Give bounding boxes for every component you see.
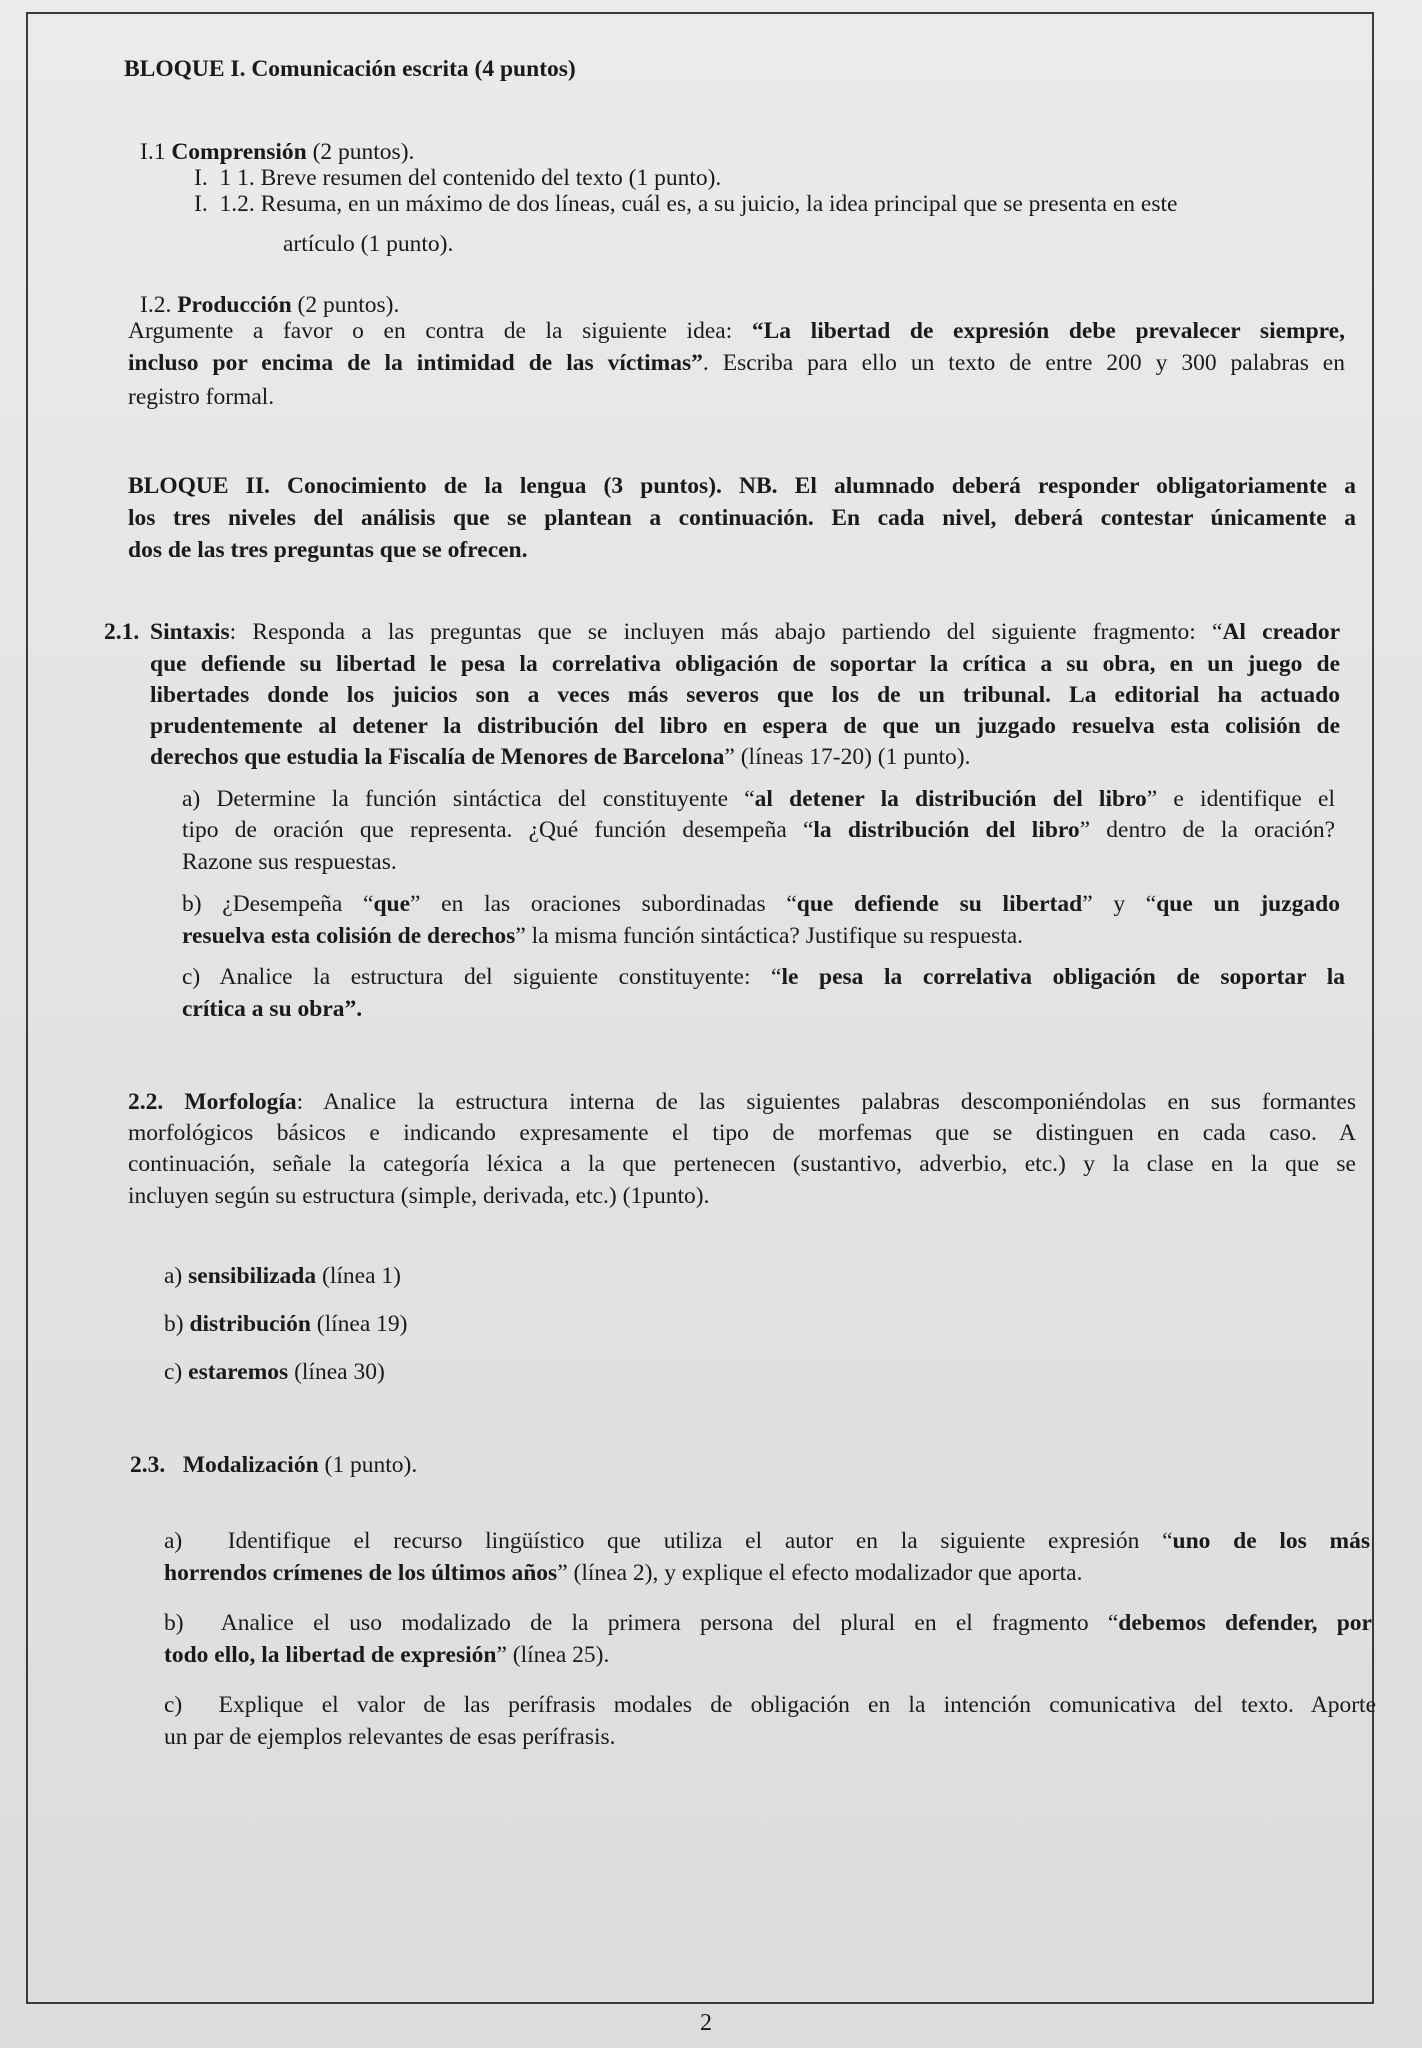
sintaxis-fragment-line5	[150, 742, 970, 774]
text: a) Determine la función sintáctica del constituyente “	[182, 786, 755, 812]
text: ” e identifique el	[1146, 786, 1335, 812]
item-word: distribución	[189, 1311, 311, 1337]
modalizacion-a-line1	[164, 1526, 1370, 1558]
item-line-ref: (línea 30)	[294, 1359, 385, 1385]
quoted-expression: horrendos crímenes de los últimos años	[164, 1560, 558, 1586]
sintaxis-fragment-line4: prudentemente al detener la distribución del libro en espera de que un juzgado resuelva esta colisión de	[150, 713, 1340, 739]
morfologia-line4: incluyen según su estructura (simple, derivada, etc.) (1punto).	[128, 1183, 710, 1209]
modalizacion-num: 2.3.	[130, 1452, 166, 1478]
text: b) Analice el uso modalizado de la primera persona del plural en el fragmento “	[164, 1610, 1119, 1636]
sintaxis-a-line1	[182, 784, 1335, 816]
morfologia-item-b	[164, 1309, 407, 1341]
bloque2-line2: los tres niveles del análisis que se plantean a continuación. En cada nivel, deberá contestar únicamente a	[128, 505, 1356, 531]
item-letter: b)	[164, 1311, 184, 1337]
comprension-points: (2 puntos).	[312, 139, 415, 165]
quoted-fragment: todo ello, la libertad de expresión	[164, 1642, 497, 1668]
item-word: sensibilizada	[188, 1263, 317, 1289]
quoted-clause: resuelva esta colisión de derechos	[182, 923, 516, 949]
sintaxis-b-line2	[182, 921, 1023, 953]
quoted-constituent: crítica a su obra	[182, 996, 345, 1022]
sintaxis-line1	[150, 617, 1340, 649]
bloque1-heading: BLOQUE I. Comunicación escrita (4 puntos)	[124, 56, 576, 82]
quoted-constituent: le pesa la correlativa obligación de soportar la	[781, 964, 1345, 990]
morfologia-item-a	[164, 1261, 401, 1293]
produccion-line2	[128, 348, 1345, 380]
modalizacion-title: Modalización	[182, 1452, 319, 1478]
morfologia-item-c	[164, 1357, 385, 1389]
quoted-word: que	[373, 891, 411, 917]
text: b) ¿Desempeña “	[182, 891, 374, 917]
sintaxis-c-line2	[182, 994, 362, 1026]
item-word: estaremos	[188, 1359, 289, 1385]
sintaxis-a-line2	[182, 815, 1335, 847]
morfologia-text: : Analice la estructura interna de las siguientes palabras descomponiéndolas en sus formantes	[296, 1089, 1356, 1115]
sintaxis-num: 2.1.	[104, 619, 140, 645]
text: ”.	[344, 996, 363, 1022]
sintaxis-line-ref: ” (líneas 17-20) (1 punto).	[724, 744, 971, 770]
text: ” (línea 2), y explique el efecto modalizador que aporta.	[557, 1560, 1083, 1586]
bloque2-line3: dos de las tres preguntas que se ofrecen.	[128, 537, 528, 563]
produccion-text: . Escriba para ello un texto de entre 200 y 300 palabras en	[702, 350, 1345, 376]
text: ” dentro de la oración?	[1079, 817, 1335, 843]
quoted-clause: que defiende su libertad	[796, 891, 1083, 917]
item-letter: c)	[164, 1359, 183, 1385]
morfologia-line1	[128, 1087, 1356, 1119]
text: ” y “	[1082, 891, 1157, 917]
morfologia-line2: morfológicos básicos e indicando expresamente el tipo de morfemas que se distinguen en cada caso. A	[128, 1120, 1356, 1146]
item-line-ref: (línea 1)	[322, 1263, 401, 1289]
sintaxis-fragment-end: derechos que estudia la Fiscalía de Menores de Barcelona	[150, 744, 725, 770]
item-letter: a)	[164, 1263, 183, 1289]
sintaxis-title: Sintaxis	[150, 619, 230, 645]
sintaxis-a-line3: Razone sus respuestas.	[182, 849, 397, 875]
modalizacion-points: (1 punto).	[324, 1452, 418, 1478]
sintaxis-fragment-line3: libertades donde los juicios son a veces más severos que los de un tribunal. La editorial ha actuado	[150, 682, 1340, 708]
text: tipo de oración que representa. ¿Qué función desempeña “	[182, 817, 814, 843]
comprension-q1: I. 1 1. Breve resumen del contenido del texto (1 punto).	[194, 165, 722, 191]
quoted-fragment: debemos defender, por	[1118, 1610, 1372, 1636]
modalizacion-a-line2	[164, 1558, 1082, 1590]
comprension-q2-line1: I. 1.2. Resuma, en un máximo de dos líneas, cuál es, a su juicio, la idea principal que se presenta en este	[194, 191, 1178, 217]
text: ” (línea 25).	[496, 1642, 610, 1668]
produccion-quote-end: incluso por encima de la intimidad de las víctimas”	[128, 350, 703, 376]
produccion-line3: registro formal.	[128, 384, 275, 410]
morfologia-num: 2.2.	[128, 1089, 164, 1115]
modalizacion-b-line2	[164, 1640, 609, 1672]
sintaxis-fragment: Al creador	[1222, 619, 1340, 645]
produccion-line1	[128, 316, 1345, 348]
comprension-q2-line2: artículo (1 punto).	[283, 231, 454, 257]
produccion-points: (2 puntos).	[297, 292, 400, 318]
morfologia-title: Morfología	[184, 1089, 297, 1115]
produccion-quote: “La libertad de expresión debe prevalecer siempre,	[751, 318, 1345, 344]
produccion-text: Argumente a favor o en contra de la siguiente idea:	[128, 318, 733, 344]
modalizacion-c-line1: c) Explique el valor de las perífrasis modales de obligación en la intención comunicativa del texto. Aporte	[164, 1692, 1376, 1718]
item-line-ref: (línea 19)	[316, 1311, 408, 1337]
bloque2-line1: BLOQUE II. Conocimiento de la lengua (3 puntos). NB. El alumnado deberá responder obligatoriamente a	[128, 473, 1356, 499]
modalizacion-c-line2: un par de ejemplos relevantes de esas perífrasis.	[164, 1724, 616, 1750]
comprension-num: I.1	[140, 139, 166, 165]
quoted-clause: que un juzgado	[1156, 891, 1340, 917]
produccion-title: Producción	[177, 292, 292, 318]
comprension-title: Comprensión	[171, 139, 307, 165]
sintaxis-intro: : Responda a las preguntas que se incluyen más abajo partiendo del siguiente fragmento: “	[229, 619, 1223, 645]
page-number: 2	[700, 2010, 712, 2036]
text: ” la misma función sintáctica? Justifique su respuesta.	[515, 923, 1024, 949]
text: ” en las oraciones subordinadas “	[410, 891, 797, 917]
quoted-constituent: al detener la distribución del libro	[754, 786, 1147, 812]
sintaxis-b-line1	[182, 889, 1340, 921]
quoted-expression: uno de los más	[1172, 1528, 1370, 1554]
text: a) Identifique el recurso lingüístico que utiliza el autor en la siguiente expresión “	[164, 1528, 1173, 1554]
sintaxis-fragment-line2: que defiende su libertad le pesa la correlativa obligación de soportar la crítica a su obra, en un juego de	[150, 651, 1340, 677]
sintaxis-c-line1	[182, 962, 1345, 994]
morfologia-line3: continuación, señale la categoría léxica a la que pertenecen (sustantivo, adverbio, etc.) y la clase en la que se	[128, 1151, 1356, 1177]
text: c) Analice la estructura del siguiente constituyente: “	[182, 964, 782, 990]
produccion-num: I.2.	[140, 292, 172, 318]
quoted-constituent: la distribución del libro	[813, 817, 1080, 843]
modalizacion-heading	[130, 1450, 417, 1482]
modalizacion-b-line1	[164, 1608, 1372, 1640]
